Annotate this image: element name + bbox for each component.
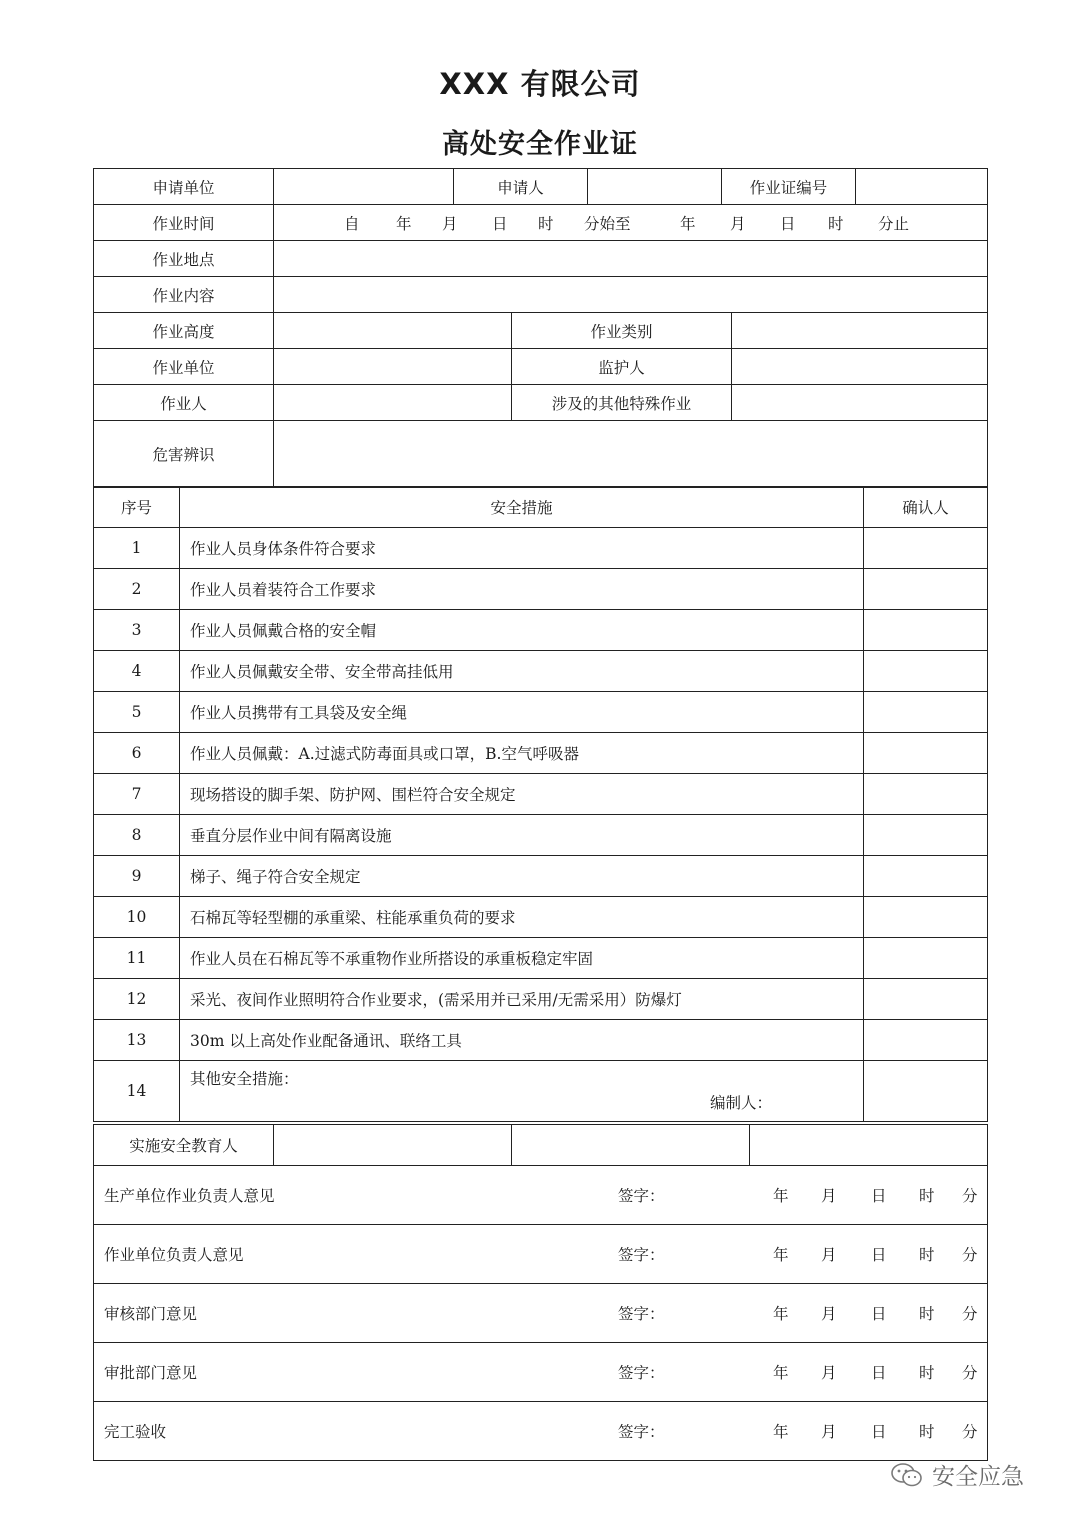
measure-row: [94, 856, 988, 897]
permit-info-table: [93, 168, 988, 488]
wechat-icon: [890, 1462, 924, 1488]
guardian-field[interactable]: [732, 349, 988, 385]
measure-text: 30m 以上高处作业配备通讯、联络工具: [180, 1020, 864, 1061]
measure-text: 作业人员佩戴安全带、安全带高挂低用: [180, 651, 864, 692]
opinion-label: 完工验收: [104, 1423, 167, 1441]
measure-row: [94, 815, 988, 856]
opinion-label: 审核部门意见: [104, 1305, 198, 1323]
measure-row: [94, 692, 988, 733]
date-word: 日: [871, 1187, 887, 1205]
opinion-field[interactable]: [94, 1225, 988, 1284]
sign-label: 签字：: [618, 1423, 665, 1441]
date-word: 年: [773, 1364, 789, 1382]
confirm-field[interactable]: [864, 692, 988, 733]
measure-no: 6: [94, 733, 180, 774]
confirm-field[interactable]: [864, 651, 988, 692]
measure-text: 作业人员在石棉瓦等不承重物作业所搭设的承重板稳定牢固: [180, 938, 864, 979]
measure-text: 梯子、绳子符合安全规定: [180, 856, 864, 897]
measure-text: 垂直分层作业中间有隔离设施: [180, 815, 864, 856]
measure-no: 9: [94, 856, 180, 897]
measure-text: 作业人员佩戴：A.过滤式防毒面具或口罩，B.空气呼吸器: [180, 733, 864, 774]
applicant-label: 申请人: [454, 169, 588, 205]
measure-row: [94, 733, 988, 774]
other-measures-field[interactable]: [180, 1061, 864, 1122]
time-word: 分止: [878, 214, 910, 233]
date-word: 月: [821, 1423, 837, 1441]
applicant-unit-label: 申请单位: [94, 169, 274, 205]
measure-text: 石棉瓦等轻型棚的承重梁、柱能承重负荷的要求: [180, 897, 864, 938]
measure-no: 12: [94, 979, 180, 1020]
confirm-field[interactable]: [864, 774, 988, 815]
category-label: 作业类别: [512, 313, 732, 349]
measure-row: [94, 897, 988, 938]
date-word: 年: [773, 1187, 789, 1205]
measure-row: [94, 979, 988, 1020]
date-word: 日: [871, 1246, 887, 1264]
confirm-field[interactable]: [864, 610, 988, 651]
education-field[interactable]: [274, 1125, 512, 1166]
confirm-field[interactable]: [864, 733, 988, 774]
date-word: 时: [919, 1187, 935, 1205]
time-word: 自: [344, 214, 360, 233]
opinion-field[interactable]: [94, 1402, 988, 1461]
education-table: [93, 1124, 988, 1166]
hazard-field[interactable]: [274, 421, 988, 488]
measure-no: 11: [94, 938, 180, 979]
measure-text: 作业人员着装符合工作要求: [180, 569, 864, 610]
confirm-field[interactable]: [864, 528, 988, 569]
confirm-field[interactable]: [864, 979, 988, 1020]
worker-label: 作业人: [94, 385, 274, 421]
confirm-field[interactable]: [864, 938, 988, 979]
work-time-line: [274, 212, 987, 234]
time-word: 时: [828, 214, 844, 233]
date-word: 分: [962, 1423, 978, 1441]
measure-row: [94, 774, 988, 815]
measure-no: 5: [94, 692, 180, 733]
work-time-field[interactable]: [274, 205, 988, 241]
time-word: 月: [442, 214, 458, 233]
opinion-row: [94, 1166, 988, 1225]
measure-no: 4: [94, 651, 180, 692]
height-field[interactable]: [274, 313, 512, 349]
sign-label: 签字：: [618, 1305, 665, 1323]
sign-label: 签字：: [618, 1187, 665, 1205]
sign-label: 签字：: [618, 1364, 665, 1382]
date-word: 分: [962, 1246, 978, 1264]
other-measures-label: 其他安全措施：: [190, 1070, 299, 1088]
date-word: 年: [773, 1305, 789, 1323]
time-word: 时: [538, 214, 554, 233]
safety-measures-table: [93, 486, 988, 1122]
opinion-label: 作业单位负责人意见: [104, 1246, 244, 1264]
location-field[interactable]: [274, 241, 988, 277]
applicant-unit-field[interactable]: [274, 169, 454, 205]
work-unit-field[interactable]: [274, 349, 512, 385]
date-word: 年: [773, 1423, 789, 1441]
opinion-row: [94, 1402, 988, 1461]
other-special-label: 涉及的其他特殊作业: [512, 385, 732, 421]
time-word: 年: [396, 214, 412, 233]
measure-row: [94, 938, 988, 979]
work-unit-label: 作业单位: [94, 349, 274, 385]
measure-no: 7: [94, 774, 180, 815]
opinion-row: [94, 1284, 988, 1343]
confirm-field[interactable]: [864, 856, 988, 897]
work-time-label: 作业时间: [94, 205, 274, 241]
opinion-field[interactable]: [94, 1343, 988, 1402]
date-word: 年: [773, 1246, 789, 1264]
education-field[interactable]: [750, 1125, 988, 1166]
measure-row: [94, 1020, 988, 1061]
confirm-field[interactable]: [864, 1020, 988, 1061]
other-special-field[interactable]: [732, 385, 988, 421]
time-word: 日: [492, 214, 508, 233]
company-name: XXX 有限公司: [439, 67, 641, 101]
measure-row: [94, 651, 988, 692]
date-word: 日: [871, 1305, 887, 1323]
height-label: 作业高度: [94, 313, 274, 349]
guardian-label: 监护人: [512, 349, 732, 385]
time-word: 日: [780, 214, 796, 233]
time-word: 年: [680, 214, 696, 233]
measure-text: 作业人员佩戴合格的安全帽: [180, 610, 864, 651]
content-label: 作业内容: [94, 277, 274, 313]
education-field[interactable]: [512, 1125, 750, 1166]
date-word: 月: [821, 1187, 837, 1205]
date-word: 月: [821, 1364, 837, 1382]
measure-no: 8: [94, 815, 180, 856]
date-word: 时: [919, 1246, 935, 1264]
date-word: 时: [919, 1364, 935, 1382]
confirm-field[interactable]: [864, 1061, 988, 1122]
time-word: 月: [730, 214, 746, 233]
confirm-field[interactable]: [864, 815, 988, 856]
measure-no: 10: [94, 897, 180, 938]
measure-row: [94, 610, 988, 651]
document-title: 高处安全作业证: [442, 129, 638, 160]
header-measure: 安全措施: [180, 487, 864, 528]
location-label: 作业地点: [94, 241, 274, 277]
confirm-field[interactable]: [864, 897, 988, 938]
category-field[interactable]: [732, 313, 988, 349]
opinion-row: [94, 1225, 988, 1284]
content-field[interactable]: [274, 277, 988, 313]
header-no: 序号: [94, 487, 180, 528]
opinion-row: [94, 1343, 988, 1402]
date-word: 日: [871, 1364, 887, 1382]
measure-no: 13: [94, 1020, 180, 1061]
measure-no: 14: [94, 1061, 180, 1122]
date-word: 分: [962, 1305, 978, 1323]
date-word: 时: [919, 1423, 935, 1441]
date-word: 分: [962, 1364, 978, 1382]
opinions-table: [93, 1165, 988, 1461]
measure-no: 1: [94, 528, 180, 569]
header-confirm: 确认人: [864, 487, 988, 528]
measure-row: [94, 569, 988, 610]
measure-text: 采光、夜间作业照明符合作业要求，(需采用并已采用/无需采用）防爆灯: [180, 979, 864, 1020]
permit-no-label: 作业证编号: [722, 169, 856, 205]
measure-row: [94, 528, 988, 569]
opinion-field[interactable]: [94, 1284, 988, 1343]
confirm-field[interactable]: [864, 569, 988, 610]
hazard-label: 危害辨识: [94, 421, 274, 488]
measure-no: 2: [94, 569, 180, 610]
opinion-label: 生产单位作业负责人意见: [104, 1187, 275, 1205]
time-word: 分始至: [584, 214, 631, 233]
watermark: [890, 1458, 1024, 1491]
worker-field[interactable]: [274, 385, 512, 421]
opinion-field[interactable]: [94, 1166, 988, 1225]
measure-no: 3: [94, 610, 180, 651]
opinion-label: 审批部门意见: [104, 1364, 198, 1382]
permit-no-field[interactable]: [856, 169, 988, 205]
watermark-text: 安全应急: [932, 1464, 1024, 1490]
measure-text: 作业人员身体条件符合要求: [180, 528, 864, 569]
date-word: 日: [871, 1423, 887, 1441]
date-word: 月: [821, 1305, 837, 1323]
applicant-field[interactable]: [588, 169, 722, 205]
date-word: 分: [962, 1187, 978, 1205]
education-label: 实施安全教育人: [94, 1125, 274, 1166]
measure-text: 现场搭设的脚手架、防护网、围栏符合安全规定: [180, 774, 864, 815]
measure-text: 作业人员携带有工具袋及安全绳: [180, 692, 864, 733]
date-word: 时: [919, 1305, 935, 1323]
sign-label: 签字：: [618, 1246, 665, 1264]
date-word: 月: [821, 1246, 837, 1264]
compiler-label: 编制人：: [710, 1094, 773, 1112]
